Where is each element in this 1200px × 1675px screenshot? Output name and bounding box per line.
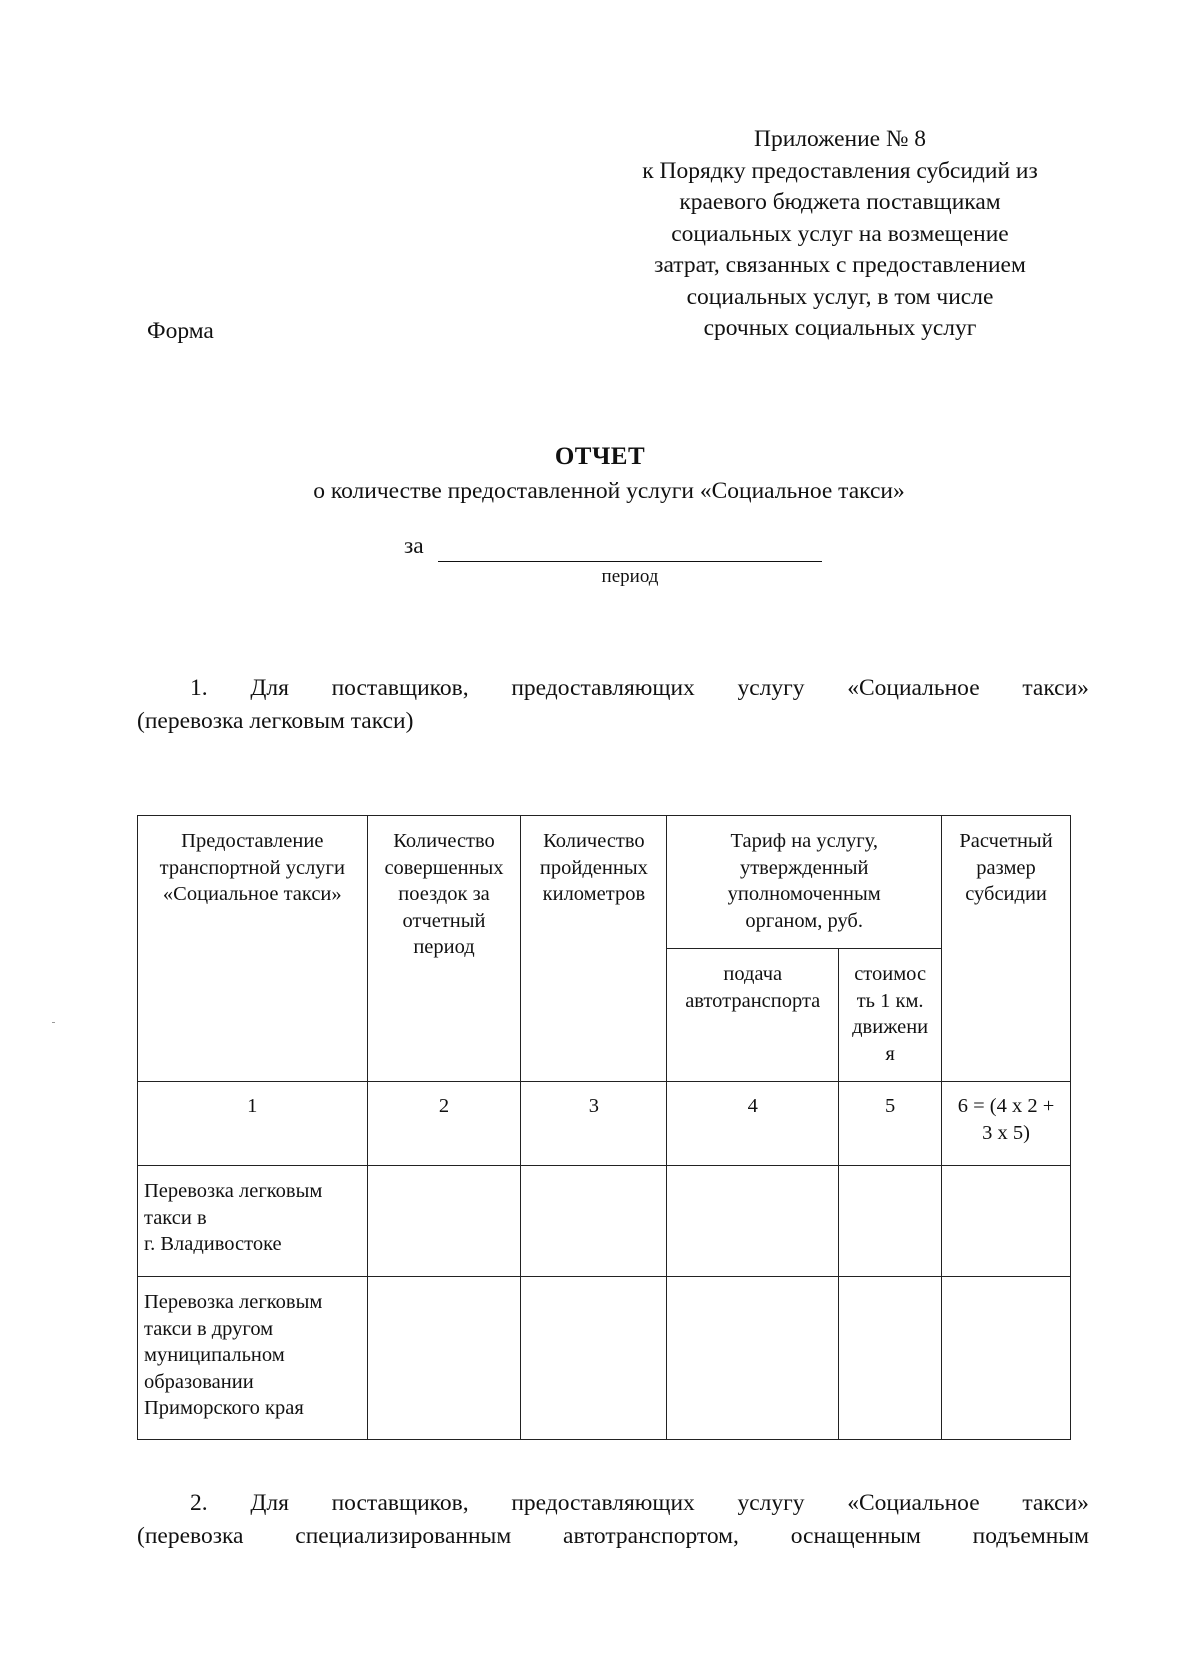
- header-subsidy: Расчетный размер субсидии: [942, 816, 1071, 1082]
- table-cell-empty[interactable]: [942, 1166, 1071, 1277]
- table-cell-empty[interactable]: [521, 1166, 667, 1277]
- annex-line: к Порядку предоставления субсидий из: [642, 157, 1038, 184]
- annex-line: краевого бюджета поставщикам: [679, 189, 1001, 215]
- annex-line: затрат, связанных с предоставлением: [654, 252, 1026, 278]
- table-cell-empty[interactable]: [667, 1277, 839, 1440]
- report-title: ОТЧЕТ: [554, 443, 646, 470]
- word: услугу: [737, 1490, 805, 1516]
- section-2-paragraph: [137, 1487, 1089, 1553]
- word: подъемным: [972, 1523, 1089, 1549]
- column-number: 2: [367, 1082, 521, 1166]
- word: такси»: [1022, 1490, 1089, 1516]
- table-cell-empty[interactable]: [367, 1277, 521, 1440]
- word: автотранспортом,: [563, 1523, 739, 1549]
- table-row: [138, 1166, 1071, 1277]
- row-label: Перевозка легковым такси в г. Владивостоке: [138, 1166, 368, 1277]
- section-2-line-2: [137, 1520, 1089, 1553]
- table-cell-empty[interactable]: [839, 1166, 942, 1277]
- header-service: Предоставление транспортной услуги «Социальное такси»: [138, 816, 368, 1082]
- word: предоставляющих: [511, 1490, 695, 1516]
- word: оснащенным: [790, 1523, 921, 1549]
- annex-line: социальных услуг на возмещение: [671, 220, 1009, 247]
- section-1-line-2: (перевозка легковым такси): [137, 708, 414, 734]
- table-cell-empty[interactable]: [839, 1277, 942, 1440]
- report-subtitle: о количестве предоставленной услуги «Социальное такси»: [313, 478, 905, 504]
- form-label: Форма: [147, 318, 214, 344]
- table-cell-empty[interactable]: [367, 1166, 521, 1277]
- period-prefix: за: [404, 533, 424, 559]
- header-kilometers: Количество пройденных километров: [521, 816, 667, 1082]
- scan-speck: [52, 1022, 55, 1023]
- word: услугу: [737, 675, 805, 701]
- word: предоставляющих: [511, 675, 695, 701]
- report-table: [137, 815, 1071, 1440]
- row-label: Перевозка легковым такси в другом муниципальном образовании Приморского края: [138, 1277, 368, 1440]
- word: специализированным: [295, 1523, 512, 1549]
- word: 2.: [190, 1490, 208, 1516]
- header-tariff: Тариф на услугу, утвержденный уполномоченным органом, руб.: [667, 816, 942, 949]
- period-blank-line[interactable]: [438, 561, 822, 562]
- word: Для: [250, 1490, 289, 1516]
- column-number: 1: [138, 1082, 368, 1166]
- word: поставщиков,: [331, 1490, 469, 1516]
- section-1-paragraph: [137, 672, 1089, 738]
- column-number: 4: [667, 1082, 839, 1166]
- column-number: 5: [839, 1082, 942, 1166]
- column-number: 3: [521, 1082, 667, 1166]
- header-trips: Количество совершенных поездок за отчетный период: [367, 816, 521, 1082]
- header-cost-per-km: стоимос ть 1 км. движени я: [839, 949, 942, 1082]
- word: такси»: [1022, 675, 1089, 701]
- table-row: [138, 1277, 1071, 1440]
- annex-line: срочных социальных услуг: [703, 315, 977, 341]
- section-2-line-1: [137, 1487, 1089, 1520]
- word: Для: [250, 675, 289, 701]
- column-number-formula: 6 = (4 х 2 + 3 х 5): [942, 1082, 1071, 1166]
- table-cell-empty[interactable]: [667, 1166, 839, 1277]
- table-cell-empty[interactable]: [521, 1277, 667, 1440]
- word: (перевозка: [137, 1523, 244, 1549]
- word: 1.: [190, 675, 208, 701]
- word: «Социальное: [847, 1490, 980, 1516]
- annex-header: [595, 124, 1085, 345]
- header-vehicle-dispatch: подача автотранспорта: [667, 949, 839, 1082]
- table-cell-empty[interactable]: [942, 1277, 1071, 1440]
- column-numbers-row: [138, 1082, 1071, 1166]
- period-caption: период: [601, 566, 659, 587]
- word: «Социальное: [847, 675, 980, 701]
- word: поставщиков,: [331, 675, 469, 701]
- annex-line: социальных услуг, в том числе: [686, 283, 994, 310]
- annex-line: Приложение № 8: [753, 126, 927, 152]
- section-1-line-1: [137, 672, 1089, 705]
